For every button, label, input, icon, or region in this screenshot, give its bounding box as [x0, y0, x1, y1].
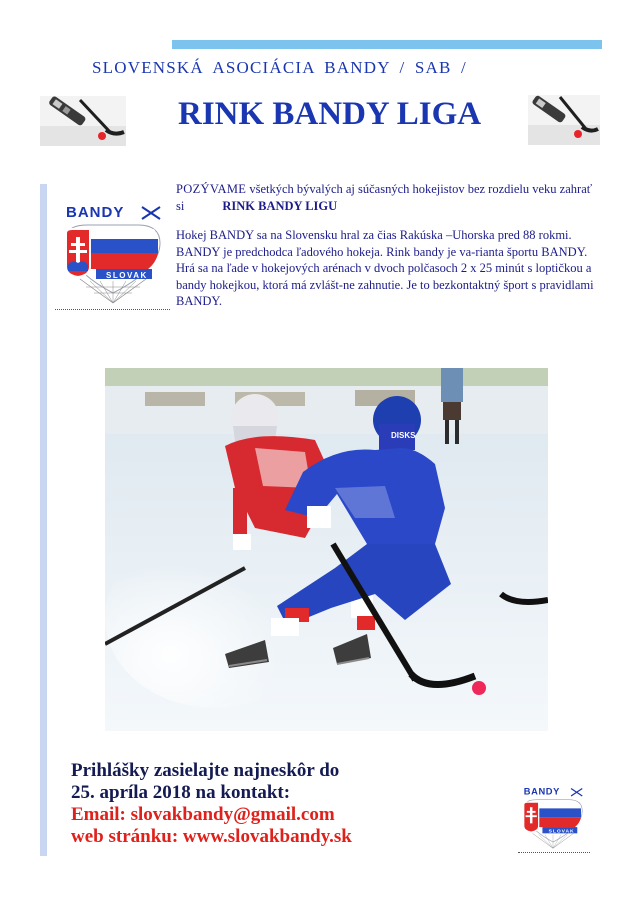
email-contact[interactable]: Email: slovakbandy@gmail.com: [71, 804, 335, 825]
deadline-line-1: Prihlášky zasielajte najneskôr do: [71, 760, 340, 781]
bandy-slovak-logo-small: [520, 786, 586, 852]
small-logo-divider: [518, 852, 590, 853]
logo-word: BANDY: [66, 204, 125, 221]
players-photo: [105, 368, 548, 731]
logo-divider: [55, 309, 170, 310]
bandy-slovak-logo: [60, 203, 166, 309]
top-accent-bar: [172, 40, 602, 49]
logo-banner: SLOVAK: [106, 271, 148, 280]
page-title: RINK BANDY LIGA: [178, 96, 482, 132]
description-paragraph: Hokej BANDY sa na Slovensku hral za čias Rakúska –Uhorska pred 88 rokmi. BANDY je predchodca ľadového hokeja. Rink bandy je va-rianta športu BANDY. Hrá sa na ľade v hokejových arénach v dvoch polčasoch 2 x 25 minút s loptičkou a bandy hokejkou, ktorá má zvlášt-ne zahnutie. Je to bezkontaktný šport s pravidlami BANDY.: [176, 228, 594, 308]
jersey-text: DISKS: [391, 431, 416, 440]
stick-ball-image-right: [528, 95, 600, 145]
organization-name: SLOVENSKÁ ASOCIÁCIA BANDY / SAB /: [92, 58, 467, 77]
invite-highlight: RINK BANDY LIGU: [222, 198, 338, 213]
logo-small-banner: SLOVAK: [548, 828, 575, 835]
left-accent-bar: [40, 184, 47, 856]
stick-ball-image-left: [40, 96, 126, 146]
invite-text: všetkých bývalých aj súčasných hokejistov bez rozdielu veku zahrať si: [176, 182, 593, 213]
website-contact[interactable]: web stránku: www.slovakbandy.sk: [71, 826, 352, 847]
deadline-line-2: 25. apríla 2018 na kontakt:: [71, 782, 291, 803]
footer-contact: [71, 760, 352, 848]
invitation-text: [176, 181, 594, 214]
invite-prefix: POZÝVAME: [176, 182, 247, 196]
logo-small-word: BANDY: [523, 786, 561, 797]
